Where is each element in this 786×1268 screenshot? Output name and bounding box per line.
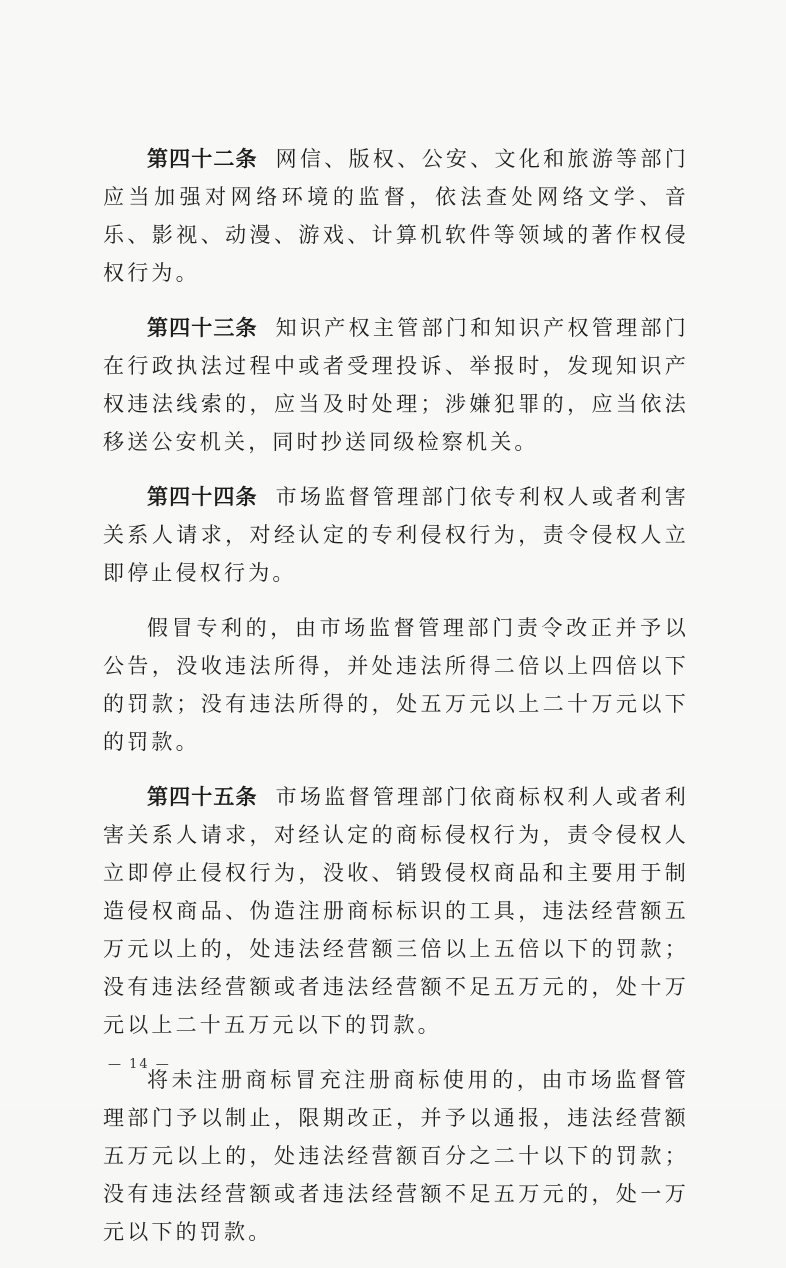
article-heading: 第四十五条 [147,785,258,809]
article-44-paragraph-2 [103,609,689,761]
article-text: 市场监督管理部门依商标权利人或者利害关系人请求，对经认定的商标侵权行为，责令侵权人立即停止侵权行为，没收、销毁侵权商品和主要用于制造侵权商品、伪造注册商标标识的工具，违法经营额五万元以上的，处违法经营额三倍以上五倍以下的罚款；没有违法经营额或者违法经营额不足五万元的，处十万元以上二十五万元以下的罚款。 [103,785,689,1037]
article-text: 市场监督管理部门依专利权人或者利害关系人请求，对经认定的专利侵权行为，责令侵权人立即停止侵权行为。 [103,485,689,585]
article-45 [103,778,689,1044]
page-number: — 14 — [108,1057,171,1072]
article-text: 知识产权主管部门和知识产权管理部门在行政执法过程中或者受理投诉、举报时，发现知识产权违法线索的，应当及时处理；涉嫌犯罪的，应当依法移送公安机关，同时抄送同级检察机关。 [103,316,689,454]
article-45-paragraph-2 [103,1061,689,1251]
document-body [103,140,689,1268]
article-44 [103,478,689,592]
article-42 [103,140,689,292]
article-heading: 第四十四条 [147,485,258,509]
article-43 [103,309,689,461]
article-text: 将未注册商标冒充注册商标使用的，由市场监督管理部门予以制止，限期改正，并予以通报，违法经营额五万元以上的，处违法经营额百分之二十以下的罚款；没有违法经营额或者违法经营额不足五万元的，处一万元以下的罚款。 [103,1068,689,1244]
article-text: 网信、版权、公安、文化和旅游等部门应当加强对网络环境的监督，依法查处网络文学、音乐、影视、动漫、游戏、计算机软件等领域的著作权侵权行为。 [103,147,689,285]
article-heading: 第四十三条 [147,316,258,340]
article-text: 假冒专利的，由市场监督管理部门责令改正并予以公告，没收违法所得，并处违法所得二倍以上四倍以下的罚款；没有违法所得的，处五万元以上二十万元以下的罚款。 [103,616,689,754]
article-heading: 第四十二条 [147,147,258,171]
